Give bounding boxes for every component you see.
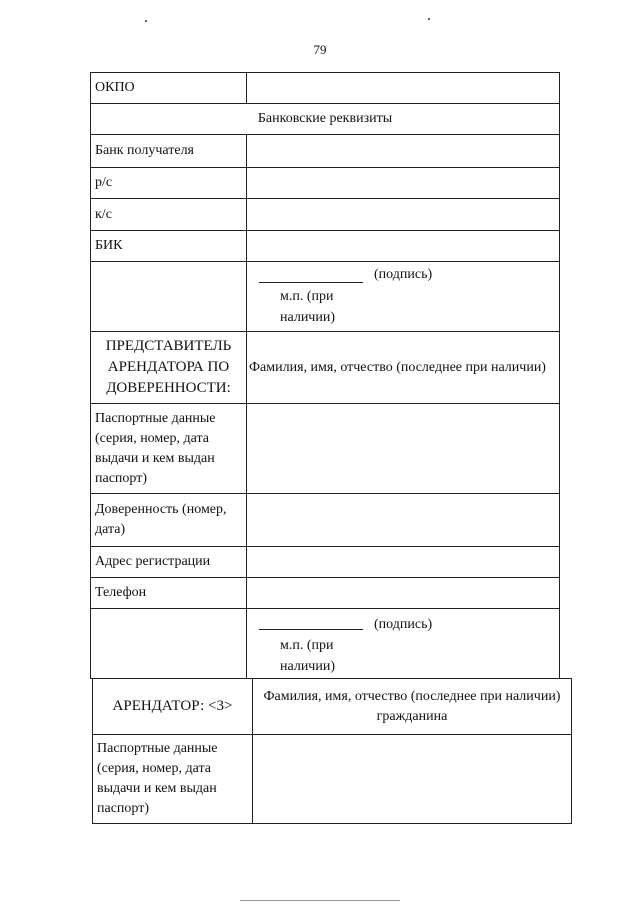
passport-label-line: (серия, номер, дата (95, 430, 209, 446)
passport-label-line: паспорт) (97, 801, 150, 816)
recipient-bank-value-cell[interactable] (247, 135, 560, 168)
table-row (91, 104, 560, 135)
signature-cell[interactable] (247, 609, 560, 679)
stamp-label (280, 635, 335, 677)
table-row (93, 679, 572, 735)
bik-value-cell[interactable] (247, 231, 560, 262)
representative-heading (91, 332, 247, 404)
bank-details-table (90, 72, 560, 679)
bik-label: БИК (91, 231, 247, 262)
tenant-heading: АРЕНДАТОР: <3> (93, 679, 253, 735)
passport-label-line: паспорт) (95, 470, 148, 486)
table-row (91, 199, 560, 231)
scan-speck (428, 18, 430, 20)
table-row (91, 609, 560, 679)
passport-label-line: выдачи и кем выдан (97, 781, 217, 796)
table-row (91, 578, 560, 609)
tenant-table (92, 678, 572, 824)
full-name-citizen-label-line: Фамилия, имя, отчество (последнее при наличии) (263, 688, 561, 704)
table-row (91, 168, 560, 199)
stamp-label (280, 286, 335, 328)
signature-line (259, 629, 363, 630)
power-of-attorney-label-line: Доверенность (номер, (95, 502, 227, 517)
table-row (91, 73, 560, 104)
representative-heading-line: ПРЕДСТАВИТЕЛЬ (105, 338, 232, 354)
passport-label (93, 735, 253, 824)
ks-value-cell[interactable] (247, 199, 560, 231)
bank-details-header: Банковские реквизиты (91, 104, 560, 135)
empty-cell (91, 609, 247, 679)
passport-label-line: выдачи и кем выдан (95, 450, 215, 466)
passport-label-line: (серия, номер, дата (97, 761, 211, 776)
scan-speck (145, 20, 147, 22)
signature-label: (подпись) (374, 617, 433, 632)
rs-label: р/с (91, 168, 247, 199)
page-bottom-divider (240, 900, 400, 901)
table-row (91, 135, 560, 168)
table-row (91, 494, 560, 547)
phone-label: Телефон (91, 578, 247, 609)
registration-address-value-cell[interactable] (247, 547, 560, 578)
signature-cell[interactable] (247, 262, 560, 332)
full-name-citizen-label-line: гражданина (376, 708, 448, 724)
phone-value-cell[interactable] (247, 578, 560, 609)
power-of-attorney-label (91, 494, 247, 547)
page-number: 79 (313, 42, 327, 57)
passport-label-line: Паспортные данные (95, 410, 216, 426)
okpo-label: ОКПО (91, 73, 247, 104)
empty-cell (91, 262, 247, 332)
passport-label (91, 404, 247, 494)
power-of-attorney-label-line: дата) (95, 522, 126, 537)
signature-label: (подпись) (374, 267, 433, 282)
registration-address-label: Адрес регистрации (91, 547, 247, 578)
ks-label: к/с (91, 199, 247, 231)
full-name-label: Фамилия, имя, отчество (последнее при наличии) (247, 332, 560, 404)
stamp-label-line: м.п. (при (280, 638, 334, 653)
table-row (91, 547, 560, 578)
stamp-label-line: м.п. (при (280, 289, 334, 304)
power-of-attorney-value-cell[interactable] (247, 494, 560, 547)
table-row (91, 404, 560, 494)
table-row (93, 735, 572, 824)
full-name-citizen-label (253, 679, 572, 735)
representative-heading-line: ДОВЕРЕННОСТИ: (106, 380, 231, 396)
rs-value-cell[interactable] (247, 168, 560, 199)
signature-line (259, 282, 363, 283)
stamp-label-line: наличии) (280, 310, 335, 325)
passport-value-cell[interactable] (247, 404, 560, 494)
okpo-value-cell[interactable] (247, 73, 560, 104)
table-row (91, 262, 560, 332)
representative-heading-line: АРЕНДАТОРА ПО (107, 359, 230, 375)
recipient-bank-label: Банк получателя (91, 135, 247, 168)
passport-value-cell[interactable] (253, 735, 572, 824)
table-row (91, 332, 560, 404)
table-row (91, 231, 560, 262)
stamp-label-line: наличии) (280, 659, 335, 674)
passport-label-line: Паспортные данные (97, 741, 218, 756)
